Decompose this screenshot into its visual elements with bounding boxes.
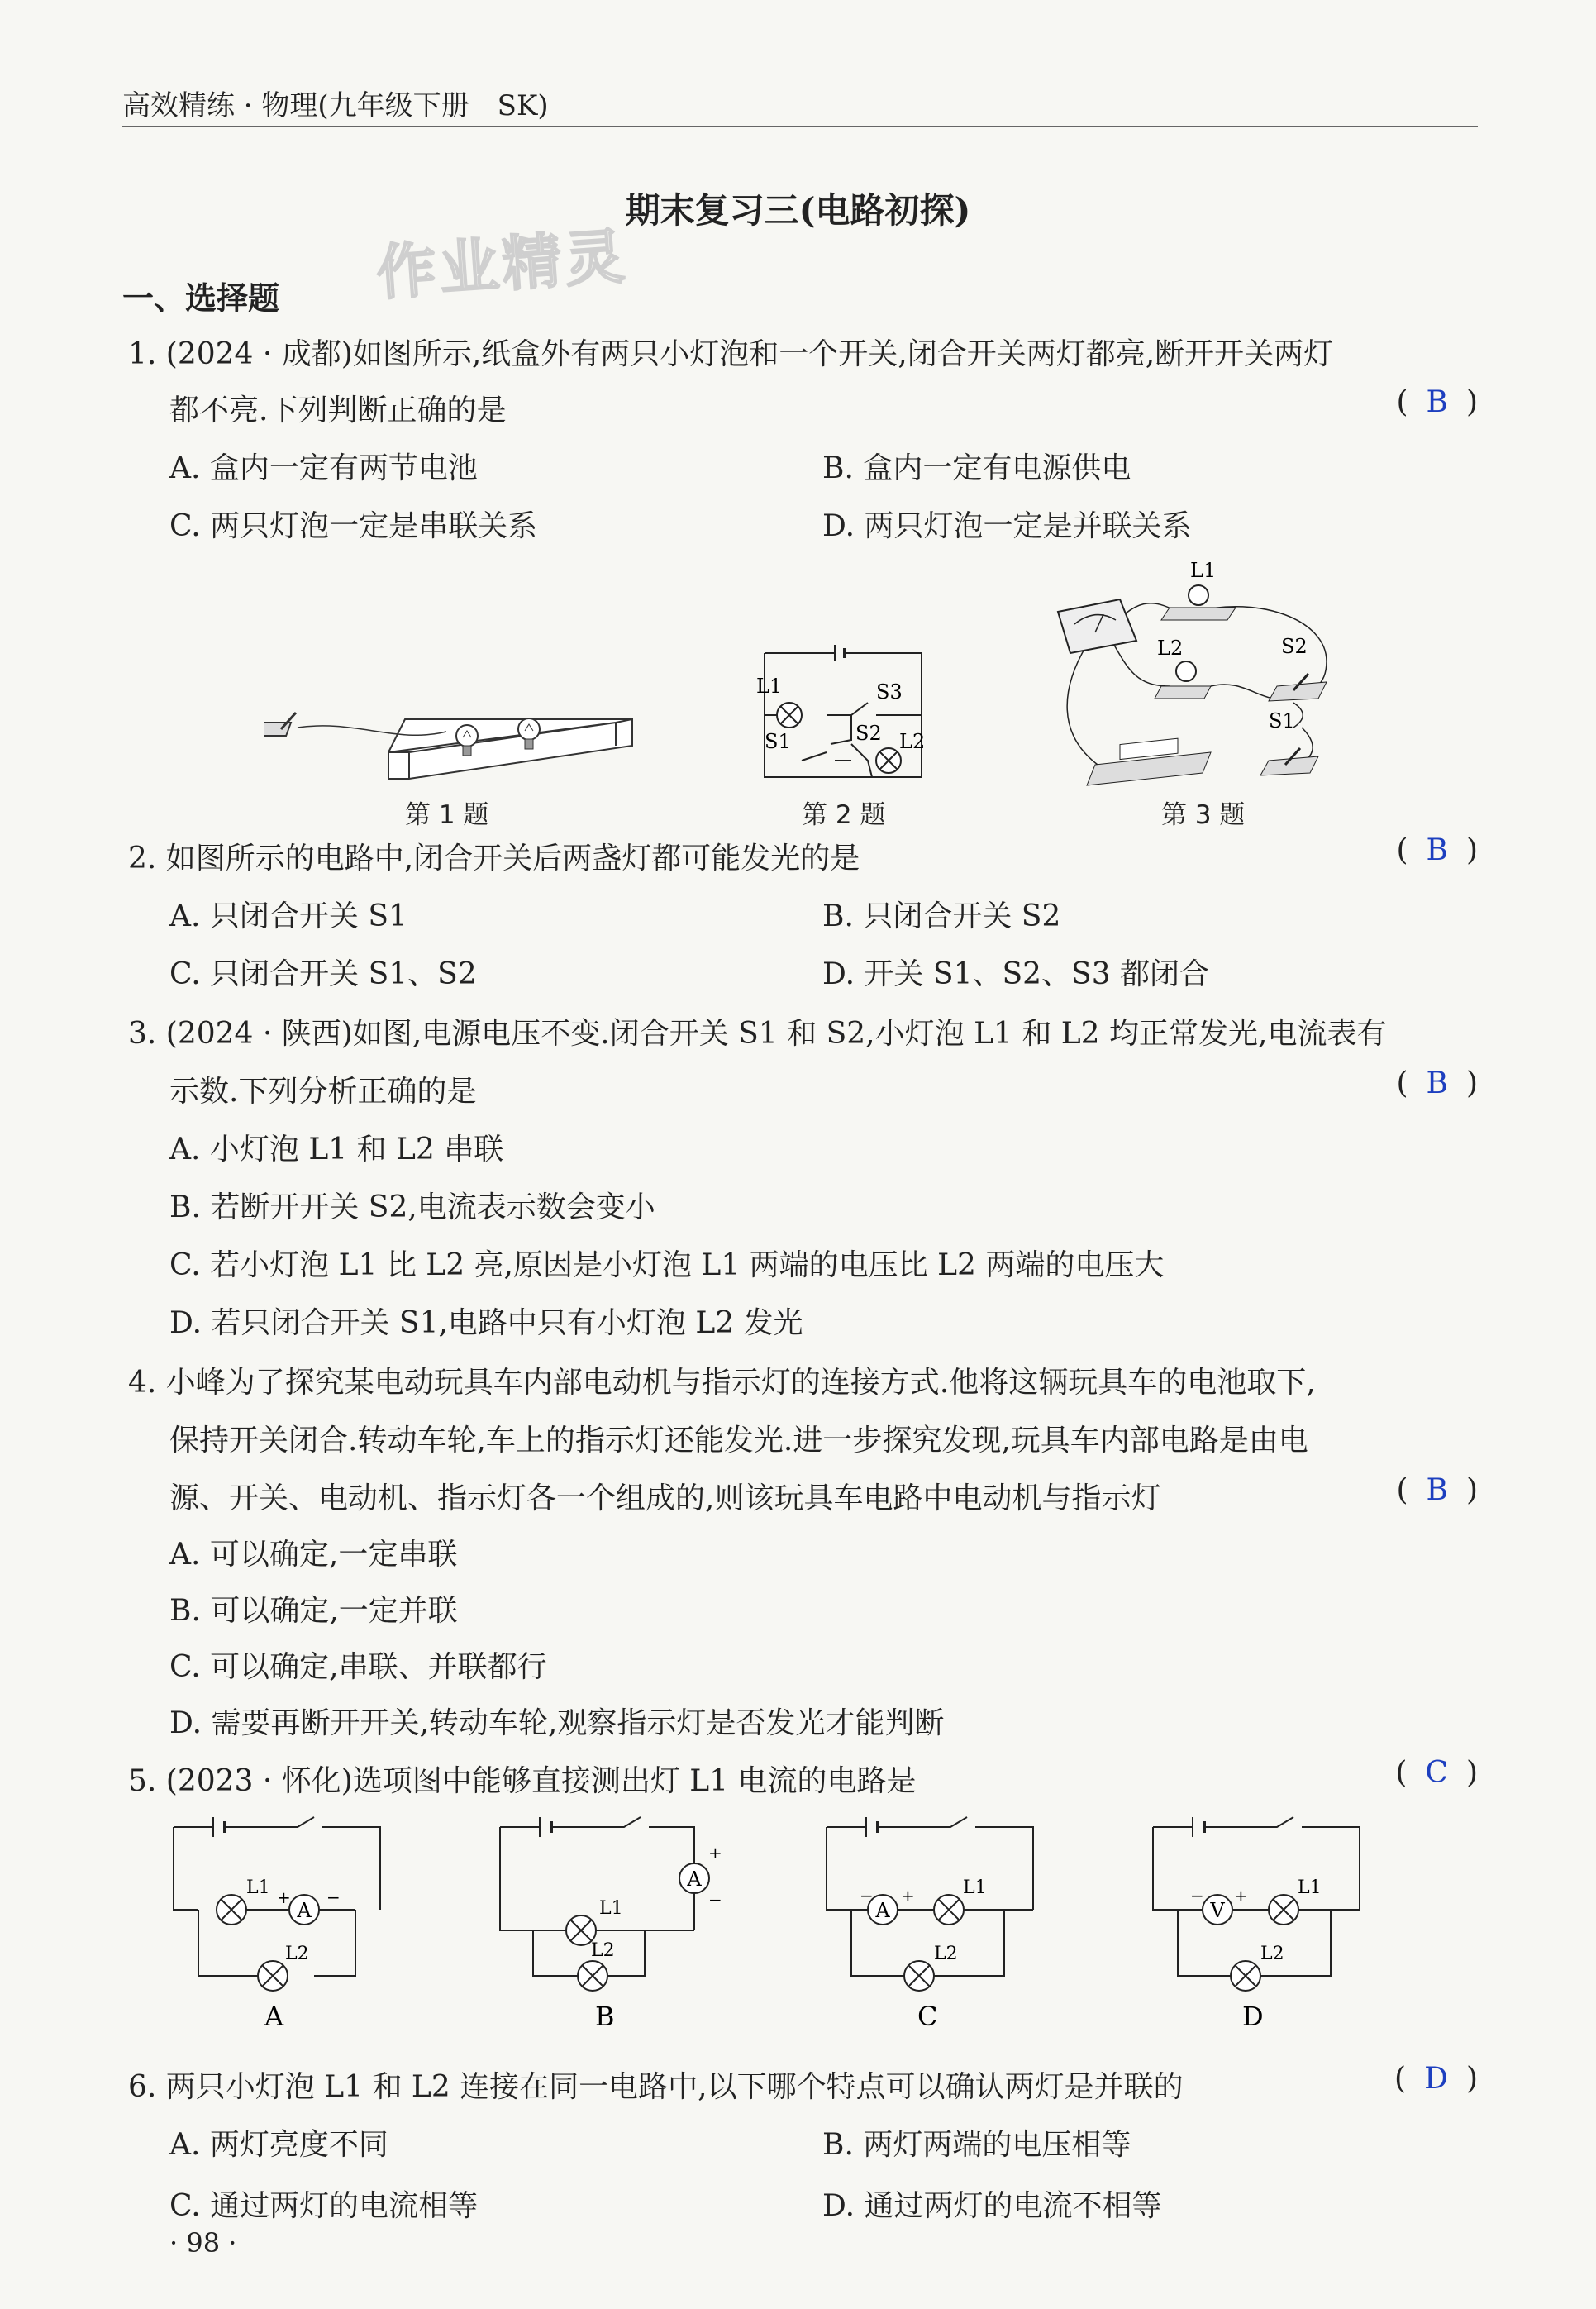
q5a-plus: + <box>277 1887 291 1907</box>
fig3-label-s1: S1 <box>1269 709 1295 732</box>
lamp-l2-icon <box>1155 661 1211 699</box>
q5d-lamp-l1-label: L1 <box>1298 1877 1322 1898</box>
q6-option-d: D. 通过两灯的电流不相等 <box>822 2189 1162 2223</box>
q4-stem-line2: 保持开关闭合.转动车轮,车上的指示灯还能发光.进一步探究发现,玩具车内部电路是由电 <box>169 1424 1308 1457</box>
q3-answer: ( B ) <box>1396 1066 1478 1100</box>
fig2-label-s1: S1 <box>765 730 791 753</box>
q4-option-b: B. 可以确定,一定并联 <box>169 1594 458 1628</box>
q1-option-c: C. 两只灯泡一定是串联关系 <box>169 509 538 543</box>
q1-option-a: A. 盒内一定有两节电池 <box>169 451 478 485</box>
lamp-l2-icon <box>904 1961 934 1991</box>
q5a-lamp-l1-label: L1 <box>246 1877 270 1898</box>
q1-stem-line2: 都不亮.下列判断正确的是 <box>169 394 507 427</box>
q4-option-c: C. 可以确定,串联、并联都行 <box>169 1650 547 1684</box>
q3-option-a: A. 小灯泡 L1 和 L2 串联 <box>169 1133 504 1166</box>
q3-option-d: D. 若只闭合开关 S1,电路中只有小灯泡 L2 发光 <box>169 1306 803 1340</box>
lamp-l2-icon <box>578 1961 607 1991</box>
q2-answer: ( B ) <box>1396 833 1478 867</box>
fig3-label-s2: S2 <box>1281 635 1308 658</box>
q5-circuit-d <box>1145 1810 1384 2034</box>
q5-stem: 5. (2023 · 怀化)选项图中能够直接测出灯 L1 电流的电路是 <box>128 1764 917 1798</box>
figure-1-caption: 第 1 题 <box>405 800 489 830</box>
q5c-minus: − <box>860 1886 874 1906</box>
lamp-l2-icon <box>1231 1961 1260 1991</box>
page-number: · 98 · <box>169 2227 237 2259</box>
q2-option-b: B. 只闭合开关 S2 <box>822 899 1061 933</box>
q5d-minus: − <box>1190 1886 1204 1906</box>
page-title: 期末复习三(电路初探) <box>625 190 971 231</box>
q1-option-b: B. 盒内一定有电源供电 <box>822 451 1131 485</box>
q5-circuit-c <box>818 1810 1058 2034</box>
lamp-l1-icon <box>777 703 802 728</box>
figure-2 <box>752 637 934 794</box>
lamp-l1-icon <box>1269 1895 1298 1925</box>
q4-option-d: D. 需要再断开开关,转动车轮,观察指示灯是否发光才能判断 <box>169 1706 945 1740</box>
q5b-lamp-l2-label: L2 <box>591 1940 615 1961</box>
figure-3 <box>1046 562 1343 794</box>
lamp-l2-icon <box>258 1961 288 1991</box>
fig3-label-l1: L1 <box>1190 562 1217 582</box>
figure-1 <box>264 686 645 810</box>
q1-answer: ( B ) <box>1396 385 1478 419</box>
fig2-label-l2: L2 <box>899 730 926 753</box>
q4-option-a: A. 可以确定,一定串联 <box>169 1538 458 1572</box>
q4-stem-line3: 源、开关、电动机、指示灯各一个组成的,则该玩具车电路中电动机与指示灯 <box>169 1481 1161 1515</box>
fig3-label-l2: L2 <box>1157 637 1184 660</box>
battery-icon <box>1087 738 1211 785</box>
q1-option-d: D. 两只灯泡一定是并联关系 <box>822 509 1192 543</box>
q1-stem-line1: 1. (2024 · 成都)如图所示,纸盒外有两只小灯泡和一个开关,闭合开关两灯都亮,断开开关两灯 <box>128 337 1334 371</box>
q3-stem-line1: 3. (2024 · 陕西)如图,电源电压不变.闭合开关 S1 和 S2,小灯泡 L1 和 L2 均正常发光,电流表有 <box>128 1017 1387 1051</box>
q2-option-c: C. 只闭合开关 S1、S2 <box>169 957 477 991</box>
q6-option-a: A. 两灯亮度不同 <box>169 2128 388 2162</box>
q4-stem-line1: 4. 小峰为了探究某电动玩具车内部电动机与指示灯的连接方式.他将这辆玩具车的电池取下, <box>128 1366 1316 1400</box>
watermark: 作业精灵 <box>374 221 630 308</box>
q4-answer: ( B ) <box>1396 1473 1478 1507</box>
q5b-plus: + <box>708 1843 722 1863</box>
header: 高效精练 · 物理(九年级下册 SK) <box>122 89 549 122</box>
ammeter-icon <box>1058 599 1136 653</box>
header-rule <box>122 126 1478 127</box>
q5d-plus: + <box>1234 1886 1248 1906</box>
q5c-meter-letter: A <box>875 1899 890 1922</box>
q3-stem-line2: 示数.下列分析正确的是 <box>169 1075 477 1109</box>
q5c-circuit-label: C <box>917 2001 938 2032</box>
voltmeter-icon <box>1203 1895 1232 1925</box>
q3-option-c: C. 若小灯泡 L1 比 L2 亮,原因是小灯泡 L1 两端的电压比 L2 两端的电压大 <box>169 1248 1165 1282</box>
q5a-minus: − <box>326 1887 341 1907</box>
figure-2-caption: 第 2 题 <box>802 800 886 830</box>
q6-option-b: B. 两灯两端的电压相等 <box>822 2128 1131 2162</box>
q5a-meter-letter: A <box>297 1899 312 1922</box>
lamp-l2-icon <box>876 748 901 773</box>
q5b-lamp-l1-label: L1 <box>599 1898 623 1919</box>
figure-3-caption: 第 3 题 <box>1161 800 1246 830</box>
lamp-l1-icon <box>934 1895 964 1925</box>
section-heading: 一、选择题 <box>122 279 280 317</box>
q5a-circuit-label: A <box>264 2001 284 2032</box>
q3-option-b: B. 若断开开关 S2,电流表示数会变小 <box>169 1190 655 1224</box>
q5-circuit-b <box>492 1810 731 2034</box>
fig2-label-s3: S3 <box>876 680 903 704</box>
q5d-meter-letter: V <box>1210 1899 1225 1922</box>
q6-option-c: C. 通过两灯的电流相等 <box>169 2189 479 2223</box>
switch-icon <box>1260 748 1318 775</box>
q5a-lamp-l2-label: L2 <box>285 1944 309 1964</box>
q2-stem: 2. 如图所示的电路中,闭合开关后两盏灯都可能发光的是 <box>128 842 860 875</box>
q6-stem: 6. 两只小灯泡 L1 和 L2 连接在同一电路中,以下哪个特点可以确认两灯是并联的 <box>128 2070 1184 2104</box>
q5-circuit-a <box>165 1810 405 2034</box>
lamp-l1-icon <box>1161 585 1236 620</box>
q2-option-d: D. 开关 S1、S2、S3 都闭合 <box>822 957 1210 991</box>
q5c-lamp-l2-label: L2 <box>934 1944 958 1964</box>
q5-answer: ( C ) <box>1395 1756 1478 1790</box>
q5c-plus: + <box>901 1886 915 1906</box>
switch-icon <box>1269 674 1327 701</box>
fig2-label-l1: L1 <box>756 675 783 698</box>
q5b-meter-letter: A <box>687 1868 702 1891</box>
ammeter-icon <box>679 1863 709 1893</box>
q5b-minus: − <box>708 1890 722 1910</box>
q5b-circuit-label: B <box>595 2001 615 2032</box>
q5d-lamp-l2-label: L2 <box>1260 1944 1284 1964</box>
lamp-l1-icon <box>217 1895 246 1925</box>
q5c-lamp-l1-label: L1 <box>963 1877 987 1898</box>
ammeter-icon <box>289 1895 319 1925</box>
q6-answer: ( D ) <box>1394 2062 1478 2096</box>
q2-option-a: A. 只闭合开关 S1 <box>169 899 407 933</box>
fig2-label-s2: S2 <box>855 722 882 745</box>
q5d-circuit-label: D <box>1242 2001 1264 2032</box>
